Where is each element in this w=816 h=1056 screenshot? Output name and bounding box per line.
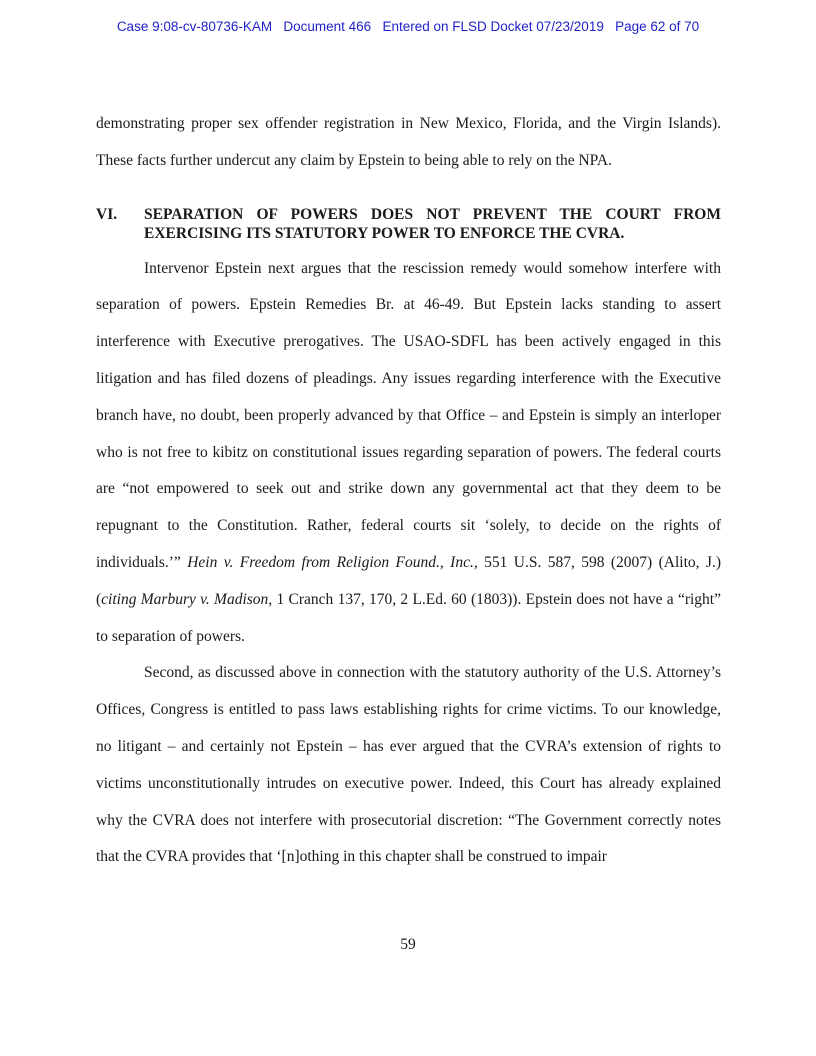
section-heading xyxy=(96,205,721,243)
case-citation-italic: citing Marbury v. Madison, xyxy=(101,590,273,608)
paragraph-separation-of-powers xyxy=(96,251,721,656)
case-citation-italic: Hein v. Freedom from Religion Found., Inc., xyxy=(187,553,478,571)
page-number: 59 xyxy=(400,936,416,953)
paragraph-text-segment: 551 U.S. 587, 598 (2007) (Alito, J.) ( xyxy=(96,553,721,608)
ecf-stamp-header: Case 9:08-cv-80736-KAM Document 466 Entered on FLSD Docket 07/23/2019 Page 62 of 70 xyxy=(116,19,700,34)
paragraph-text-segment: 1 Cranch 137, 170, 2 L.Ed. 60 (1803)). Epstein does not have a “right” to separation of powers. xyxy=(96,590,721,645)
document-body xyxy=(96,106,721,876)
paragraph-continuation: demonstrating proper sex offender registration in New Mexico, Florida, and the Virgin Islands). These facts further undercut any claim by Epstein to being able to rely on the NPA. xyxy=(96,115,721,169)
section-heading-text: SEPARATION OF POWERS DOES NOT PREVENT THE COURT FROM EXERCISING ITS STATUTORY POWER TO ENFORCE THE CVRA. xyxy=(144,205,721,242)
section-number: VI. xyxy=(96,205,118,223)
paragraph-statutory-authority: Second, as discussed above in connection with the statutory authority of the U.S. Attorney’s Offices, Congress is entitled to pass laws establishing rights for crime victims. To our knowledge, no litigant – and certainly not Epstein – has ever argued that the CVRA’s extension of rights to victims unconstitutionally intrudes on executive power. Indeed, this Court has already explained why the CVRA does not interfere with prosecutorial discretion: “The Government correctly notes that the CVRA provides that ‘[n]othing in this chapter shall be construed to impair xyxy=(96,664,721,866)
paragraph-text-segment: Intervenor Epstein next argues that the rescission remedy would somehow interfere with separation of powers. Epstein Remedies Br. at 46-49. But Epstein lacks standing to assert interference with Executive prerogatives. The USAO-SDFL has been actively engaged in this litigation and has filed dozens of pleadings. Any issues regarding interference with the Executive branch have, no doubt, been properly advanced by that Office – and Epstein is simply an interloper who is not free to kibitz on constitutional issues regarding separation of powers. The federal courts are “not empowered to seek out and strike down any governmental act that they deem to be repugnant to the Constitution. Rather, federal courts sit ‘solely, to decide on the rights of individuals.’” xyxy=(96,259,721,571)
